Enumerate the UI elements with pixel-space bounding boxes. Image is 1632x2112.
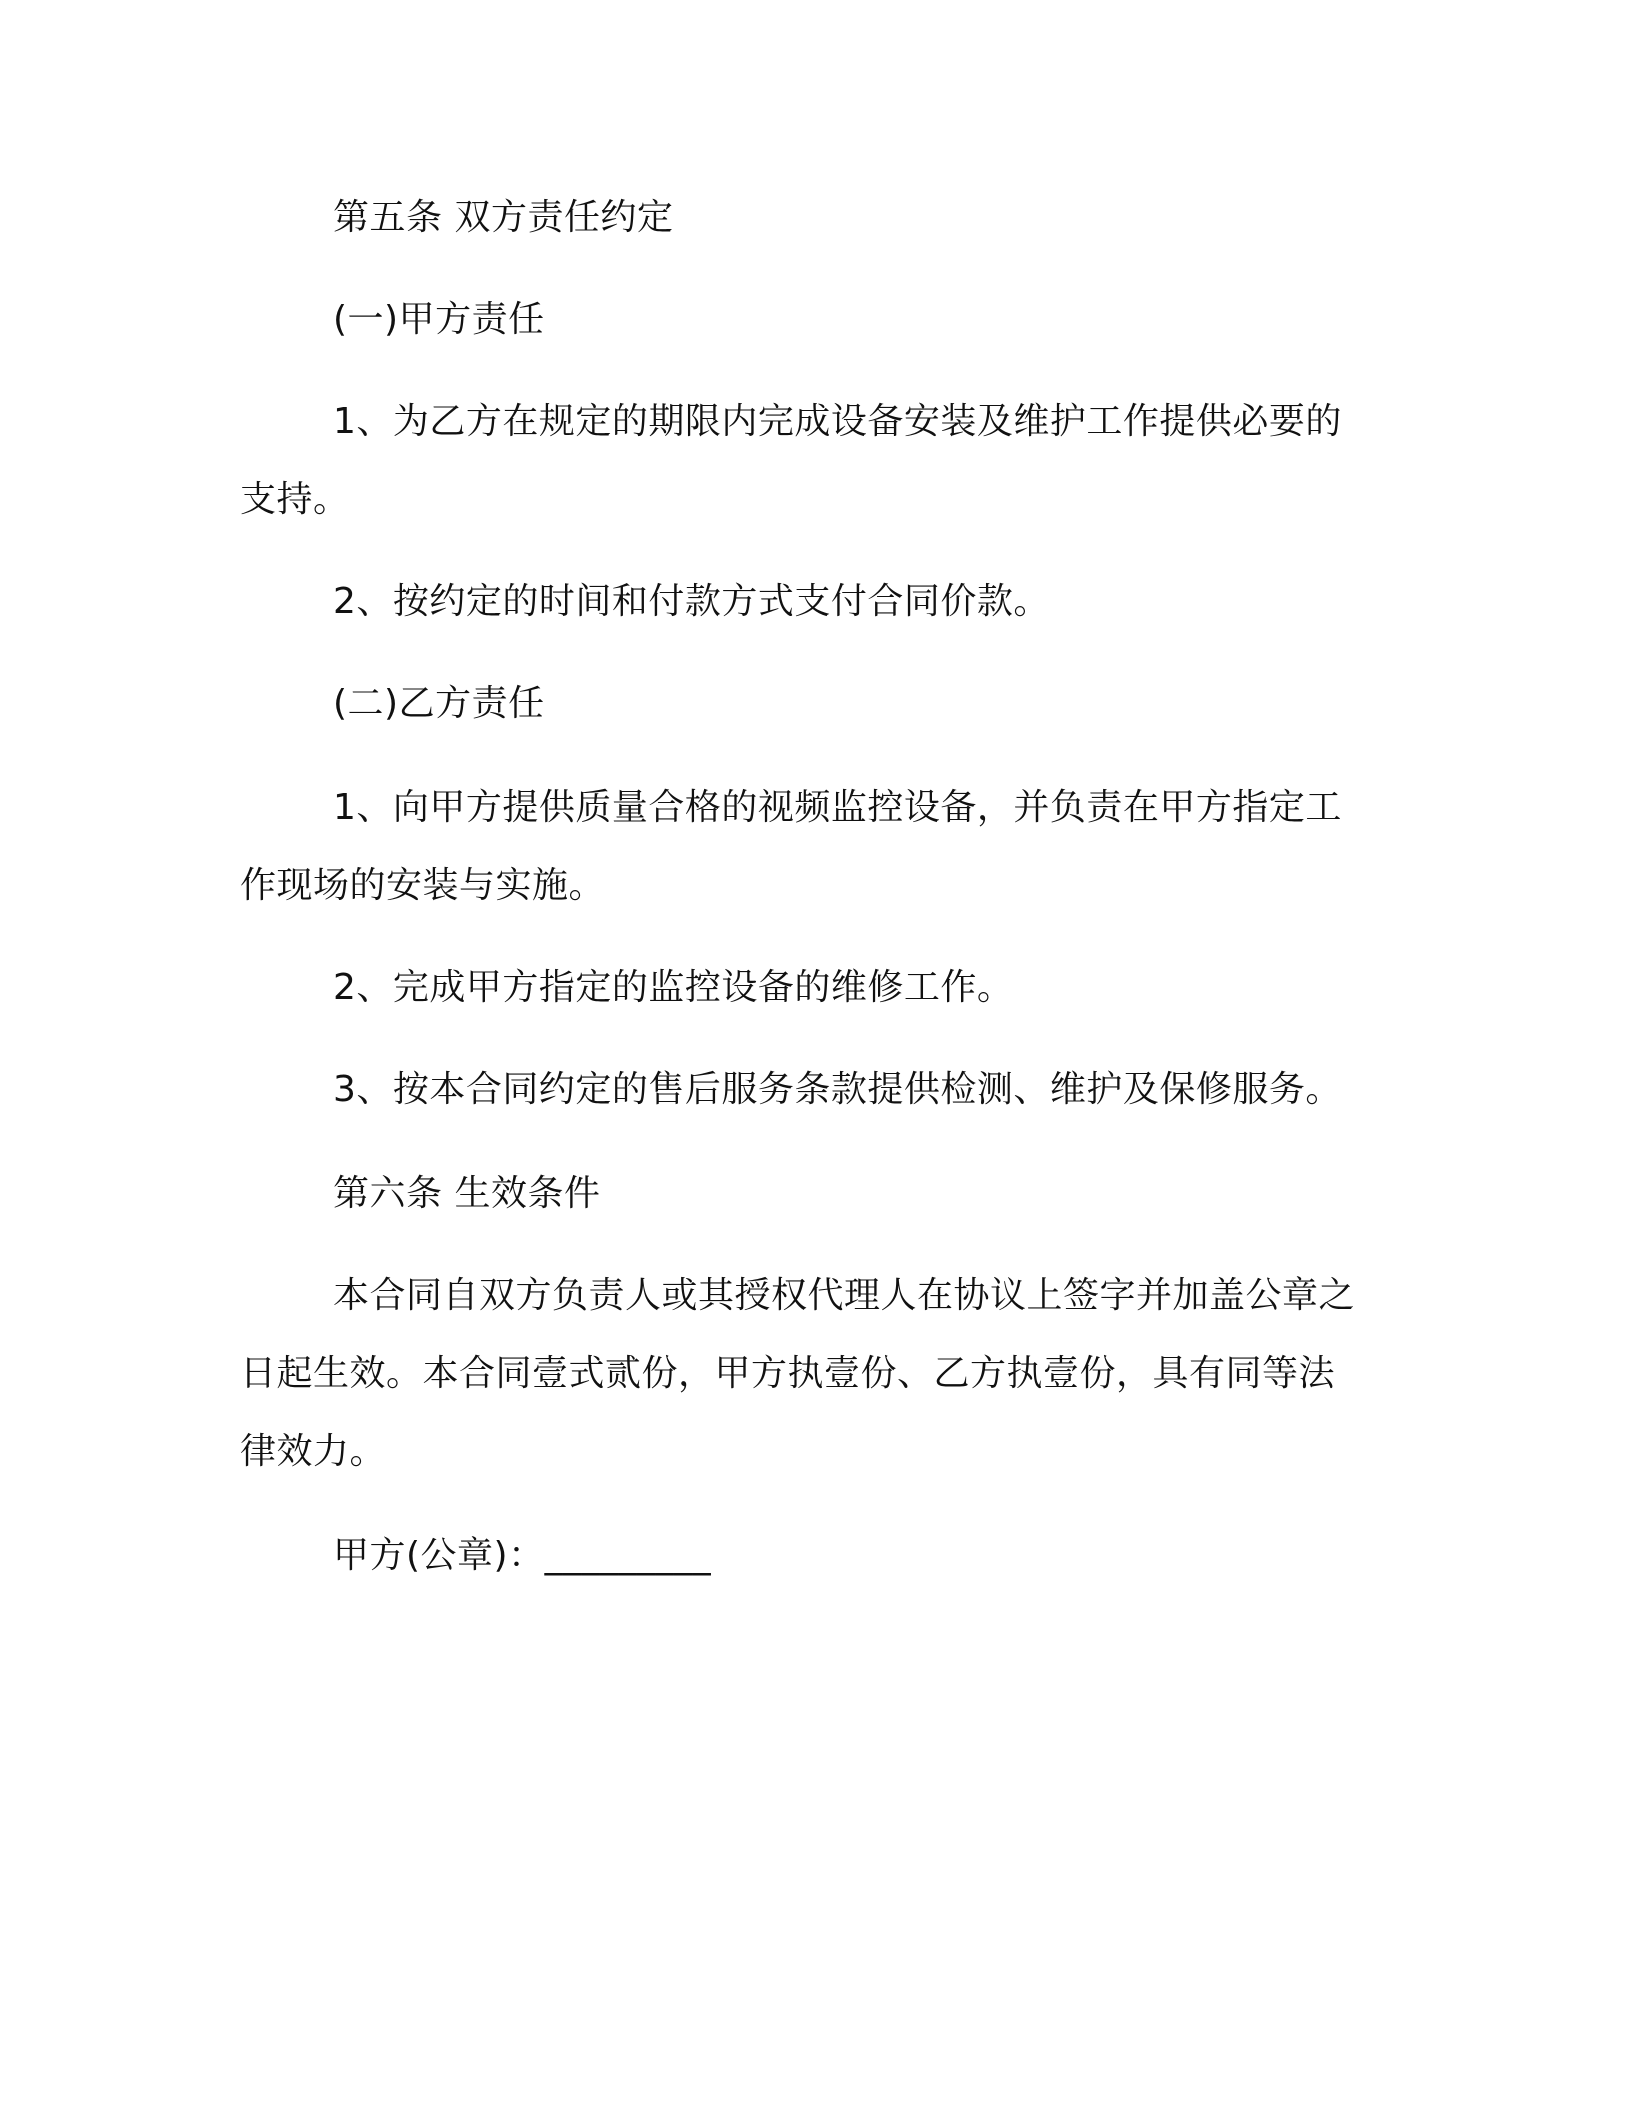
- effect-line2: 日起生效。本合同壹式贰份，甲方执壹份、乙方执壹份，具有同等法: [240, 1353, 1336, 1394]
- partyB-item3: 3、按本合同约定的售后服务条款提供检测、维护及保修服务。: [333, 1069, 1342, 1110]
- effect-line3: 律效力。: [240, 1431, 387, 1472]
- article6-title: 第六条 生效条件: [333, 1173, 601, 1214]
- partyA-item2: 2、按约定的时间和付款方式支付合同价款。: [333, 581, 1050, 622]
- partyA-item1-line2: 支持。: [240, 479, 350, 520]
- partyB-item1-line2: 作现场的安装与实施。: [240, 865, 606, 906]
- partyA-item1-line1: 1、为乙方在规定的期限内完成设备安装及维护工作提供必要的: [333, 401, 1342, 442]
- article5-title: 第五条 双方责任约定: [333, 197, 674, 238]
- effect-line1: 本合同自双方负责人或其授权代理人在协议上签字并加盖公章之: [333, 1275, 1356, 1316]
- partyA-heading: (一)甲方责任: [333, 299, 545, 340]
- partyB-heading: (二)乙方责任: [333, 683, 545, 724]
- signature-partyA: 甲方(公章)：_________: [333, 1535, 712, 1576]
- partyB-item1-line1: 1、向甲方提供质量合格的视频监控设备，并负责在甲方指定工: [333, 787, 1342, 828]
- partyB-item2: 2、完成甲方指定的监控设备的维修工作。: [333, 967, 1014, 1008]
